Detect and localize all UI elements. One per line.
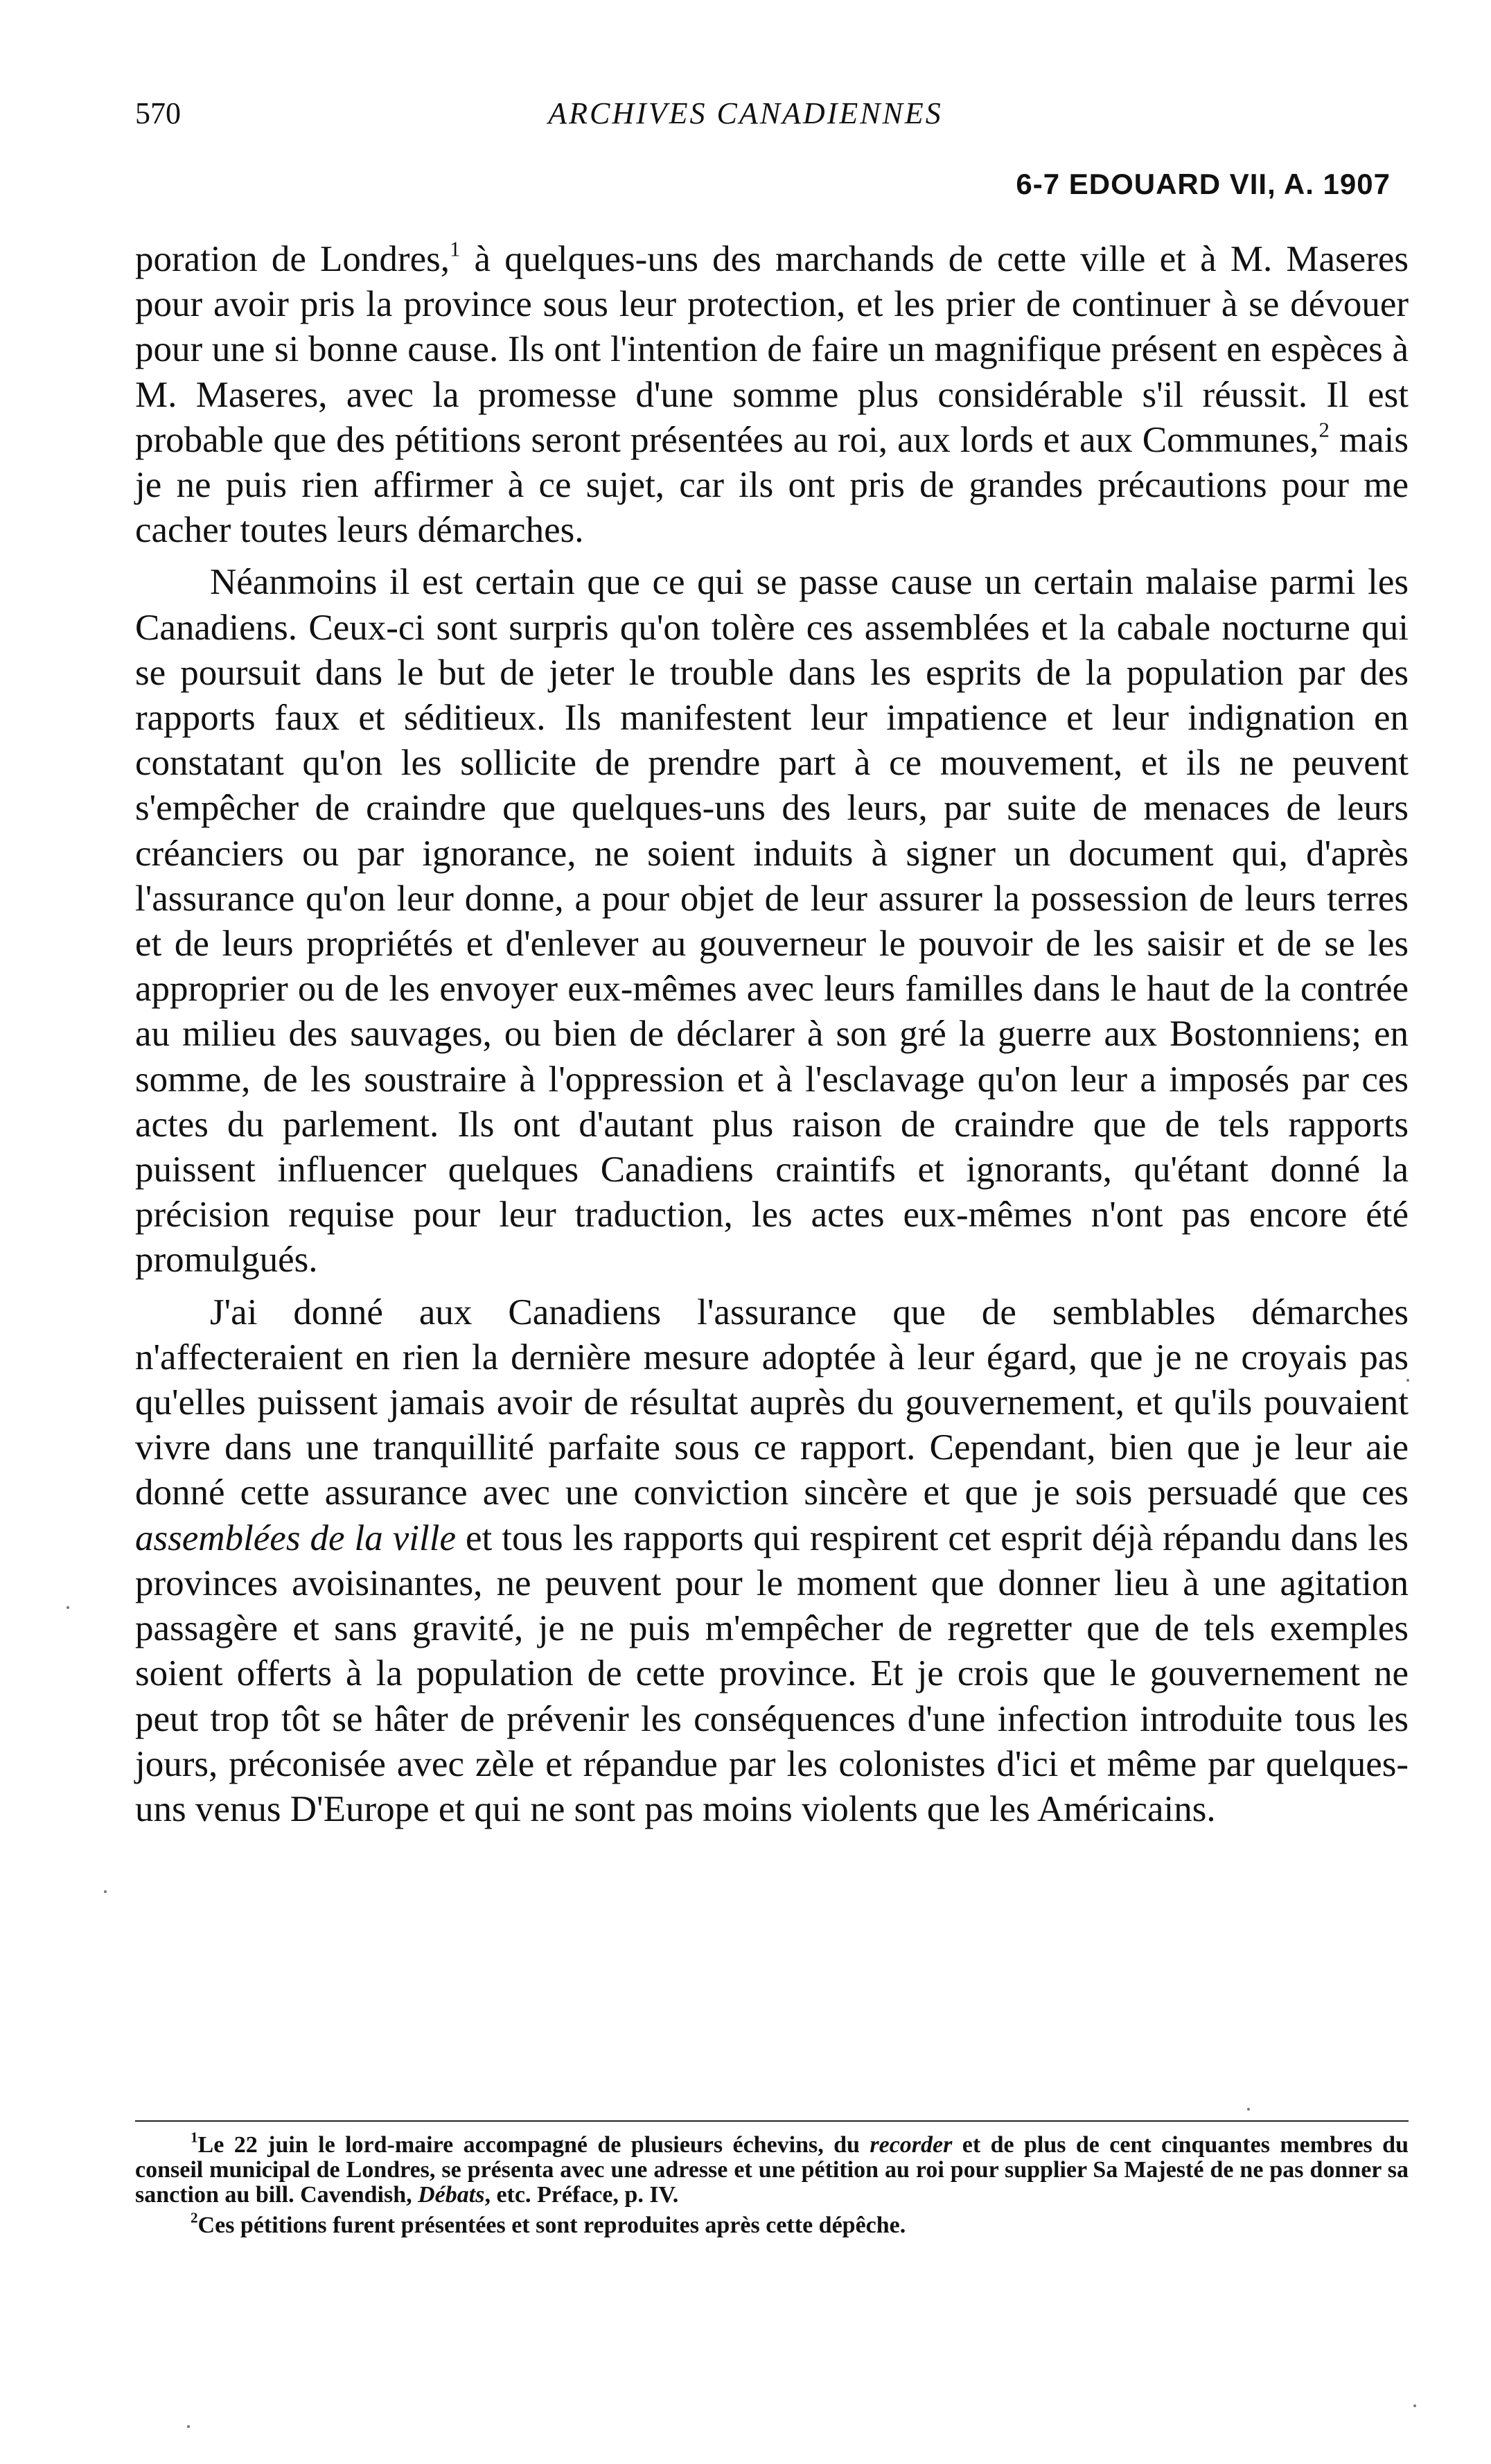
scan-speck xyxy=(187,2425,190,2428)
footnote-1 xyxy=(135,2129,1409,2208)
scan-speck xyxy=(1413,2404,1416,2407)
paragraph-text: et tous les rapports qui respirent cet esprit déjà répandu dans les provinces avoisinantes, ne peuvent pour le moment que donner lieu à une agitation passagère et sans gravité, je ne puis m'empêcher de regretter que de tels exemples soient offerts à la population de cette province. Et je crois que le gouvernement ne peut trop tôt se hâter de prévenir les conséquences d'une infection introduite tous les jours, préconisée avec zèle et répandue par les colonistes d'ici et même par quelques-uns venus D'Europe et qui ne sont pas moins violents que les Américains. xyxy=(135,1517,1409,1829)
footnote-italic: recorder xyxy=(870,2132,953,2158)
footnote-marker: 2 xyxy=(191,2209,198,2226)
scan-speck xyxy=(1247,2108,1250,2111)
footnotes xyxy=(135,2129,1409,2238)
footnote-divider xyxy=(135,2120,1409,2122)
footnote-text: Le 22 juin le lord-maire accompagné de plusieurs échevins, du xyxy=(197,2132,870,2158)
paragraph-2: Néanmoins il est certain que ce qui se passe cause un certain malaise parmi les Canadiens. Ceux-ci sont surpris qu'on tolère ces assemblées et la cabale nocturne qui se poursuit dans le but de jeter le trouble dans les esprits de la population par des rapports faux et séditieux. Ils manifestent leur impatience et leur indignation en constatant qu'on les sollicite de prendre part à ce mouvement, et ils ne peuvent s'empêcher de craindre que quelques-uns des leurs, par suite de menaces de leurs créanciers ou par ignorance, ne soient induits à signer un document qui, d'après l'assurance qu'on leur donne, a pour objet de leur assurer la possession de leurs terres et de leurs propriétés et d'enlever au gouverneur le pouvoir de les saisir et de se les approprier ou de les envoyer eux-mêmes avec leurs familles dans le haut de la contrée au milieu des sauvages, ou bien de déclarer à son gré la guerre aux Bostonniens; en somme, de les soustraire à l'oppression et à l'esclavage qu'on leur a imposés par ces actes du parlement. Ils ont d'autant plus raison de craindre que de tels rapports puissent influencer quelques Canadiens craintifs et ignorants, qu'étant donné la précision requise pour leur traduction, les actes eux-mêmes n'ont pas encore été promulgués. xyxy=(135,562,1409,1281)
page-number: 570 xyxy=(135,96,181,130)
scan-speck xyxy=(104,1890,107,1893)
paragraph-text: à quelques-uns des marchands de cette ville et à M. Maseres pour avoir pris la province sous leur protection, et les prier de continuer à se dévouer pour une si bonne cause. Ils ont l'intention de faire un magnifique présent en espèces à M. Maseres, avec la promesse d'une somme plus considérable s'il réussit. Il est probable que des pétitions seront présentées au roi, aux lords et aux Communes, xyxy=(135,239,1409,460)
footnote-ref-1[interactable]: 1 xyxy=(449,237,461,261)
footnote-text: Ces pétitions furent présentées et sont reproduites après cette dépêche. xyxy=(197,2212,906,2238)
paragraph-text: mais je ne puis rien affirmer à ce sujet, car ils ont pris de grandes précautions pour me cacher toutes leurs démarches. xyxy=(135,419,1409,551)
scan-speck xyxy=(67,1606,69,1609)
footnote-ref-2[interactable]: 2 xyxy=(1318,418,1330,442)
body-text xyxy=(135,237,1409,1832)
running-title: ARCHIVES CANADIENNES xyxy=(548,96,943,130)
footnote-marker: 1 xyxy=(191,2129,198,2146)
footnote-text: , etc. Préface, p. IV. xyxy=(484,2182,679,2208)
scan-speck xyxy=(1406,1379,1409,1382)
paragraph-3 xyxy=(135,1290,1409,1832)
paragraph-text: J'ai donné aux Canadiens l'assurance que de semblables démarches n'affecteraient en rien la dernière mesure adoptée à leur égard, que je ne croyais pas qu'elles puissent jamais avoir de résultat auprès du gouvernement, et qu'ils pouvaient vivre dans une tranquillité parfaite sous ce rapport. Cependant, bien que je leur aie donné cette assurance avec une conviction sincère et que je sois persuadé que ces xyxy=(135,1292,1409,1513)
paragraph-1 xyxy=(135,237,1409,553)
footnote-text: et de plus de cent cinquantes membres du conseil municipal de Londres, se présenta avec une adresse et une pétition au roi pour supplier Sa Majesté de ne pas donner sa sanction au bill. Cavendish, xyxy=(135,2132,1409,2208)
footnote-italic: Débats xyxy=(418,2182,485,2208)
session-label: 6-7 EDOUARD VII, A. 1907 xyxy=(1016,168,1391,200)
footnote-2 xyxy=(135,2209,1409,2238)
paragraph-text: poration de Londres, xyxy=(135,239,450,279)
italic-phrase: assemblées de la ville xyxy=(135,1517,456,1558)
